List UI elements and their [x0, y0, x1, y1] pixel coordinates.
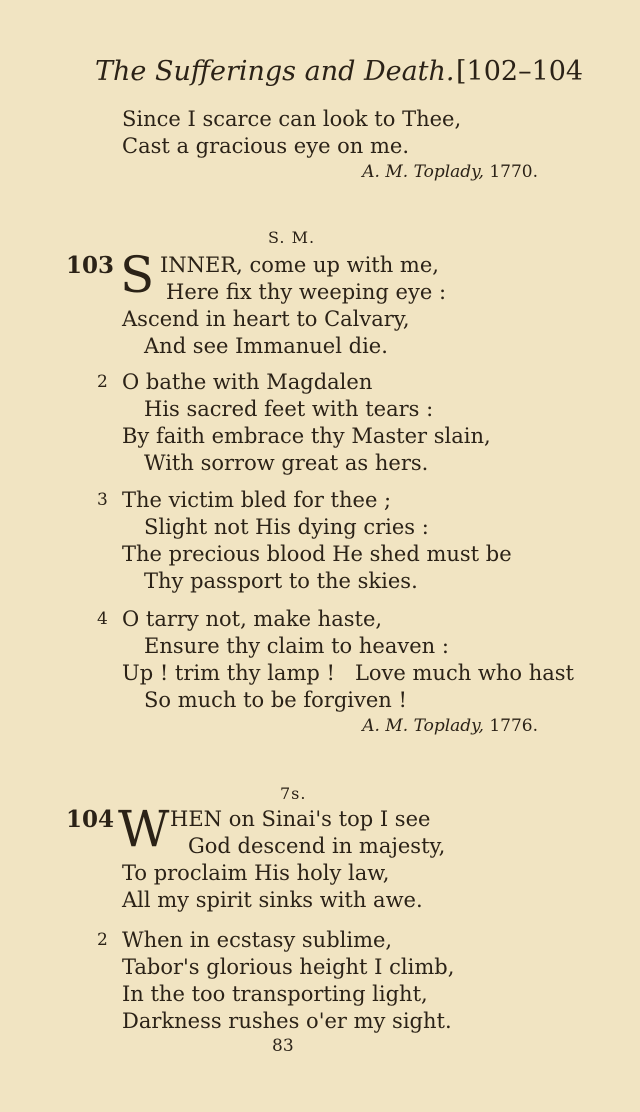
- hymn-103-attribution: [362, 716, 538, 736]
- hymn-104-first-line: HEN on Sinai's top I see: [170, 807, 431, 831]
- hymn-103-v4-line-3: Up ! trim thy lamp ! Love much who hast: [122, 661, 574, 685]
- hymn-103-meter: S. M.: [268, 228, 316, 247]
- author-name: A. M. Toplady,: [362, 716, 484, 736]
- hymn-104-number: 104: [66, 806, 115, 833]
- hymn-104-v2-line-4: Darkness rushes o'er my sight.: [122, 1009, 452, 1033]
- hymn-103-v4-line-4: So much to be forgiven !: [144, 688, 407, 712]
- hymn-103-v4-line-1: O tarry not, make haste,: [122, 607, 383, 631]
- carryover-line-1: Since I scarce can look to Thee,: [122, 107, 462, 131]
- hymn-104-v2-line-2: Tabor's glorious height I climb,: [122, 955, 455, 979]
- hymn-103-v3-line-2: Slight not His dying cries :: [144, 515, 429, 539]
- hymn-104-dropcap: W: [118, 800, 170, 858]
- hymn-103-dropcap: S: [120, 246, 155, 304]
- author-year: 1770.: [489, 162, 538, 182]
- hymn-104-meter: 7s.: [280, 784, 307, 803]
- hymn-103-v3-line-1: The victim bled for thee ;: [122, 488, 392, 512]
- hymn-104-verse-number-2: 2: [97, 930, 108, 950]
- author-name: A. M. Toplady,: [362, 162, 484, 182]
- hymn-103-v1-line-2: Here fix thy weeping eye :: [166, 280, 447, 304]
- carryover-attribution: [362, 162, 538, 182]
- hymn-103-first-line: INNER, come up with me,: [160, 253, 439, 277]
- running-header-range: [102–104: [456, 56, 584, 87]
- hymn-103-verse-number-3: 3: [97, 490, 108, 510]
- hymn-103-v4-line-2: Ensure thy claim to heaven :: [144, 634, 449, 658]
- hymn-104-v1-line-2: God descend in majesty,: [188, 834, 446, 858]
- hymn-104-v1-line-3: To proclaim His holy law,: [122, 861, 390, 885]
- hymn-103-verse-number-2: 2: [97, 372, 108, 392]
- hymn-103-number: 103: [66, 252, 115, 279]
- hymn-103-v3-line-3: The precious blood He shed must be: [122, 542, 512, 566]
- hymn-103-v1-line-3: Ascend in heart to Calvary,: [122, 307, 410, 331]
- hymn-103-v3-line-4: Thy passport to the skies.: [144, 569, 418, 593]
- hymn-103-v2-line-2: His sacred feet with tears :: [144, 397, 434, 421]
- page-number: 83: [272, 1036, 294, 1056]
- hymn-103-v2-line-3: By faith embrace thy Master slain,: [122, 424, 491, 448]
- hymn-103-v2-line-1: O bathe with Magdalen: [122, 370, 373, 394]
- running-header-title: The Sufferings and Death.: [95, 56, 455, 87]
- hymn-103-v1-line-4: And see Immanuel die.: [144, 334, 388, 358]
- hymn-103-verse-number-4: 4: [97, 609, 108, 629]
- author-year: 1776.: [489, 716, 538, 736]
- hymn-104-v2-line-3: In the too transporting light,: [122, 982, 428, 1006]
- carryover-line-2: Cast a gracious eye on me.: [122, 134, 410, 158]
- hymn-103-v2-line-4: With sorrow great as hers.: [144, 451, 429, 475]
- hymn-104-v2-line-1: When in ecstasy sublime,: [122, 928, 393, 952]
- hymn-104-v1-line-4: All my spirit sinks with awe.: [122, 888, 423, 912]
